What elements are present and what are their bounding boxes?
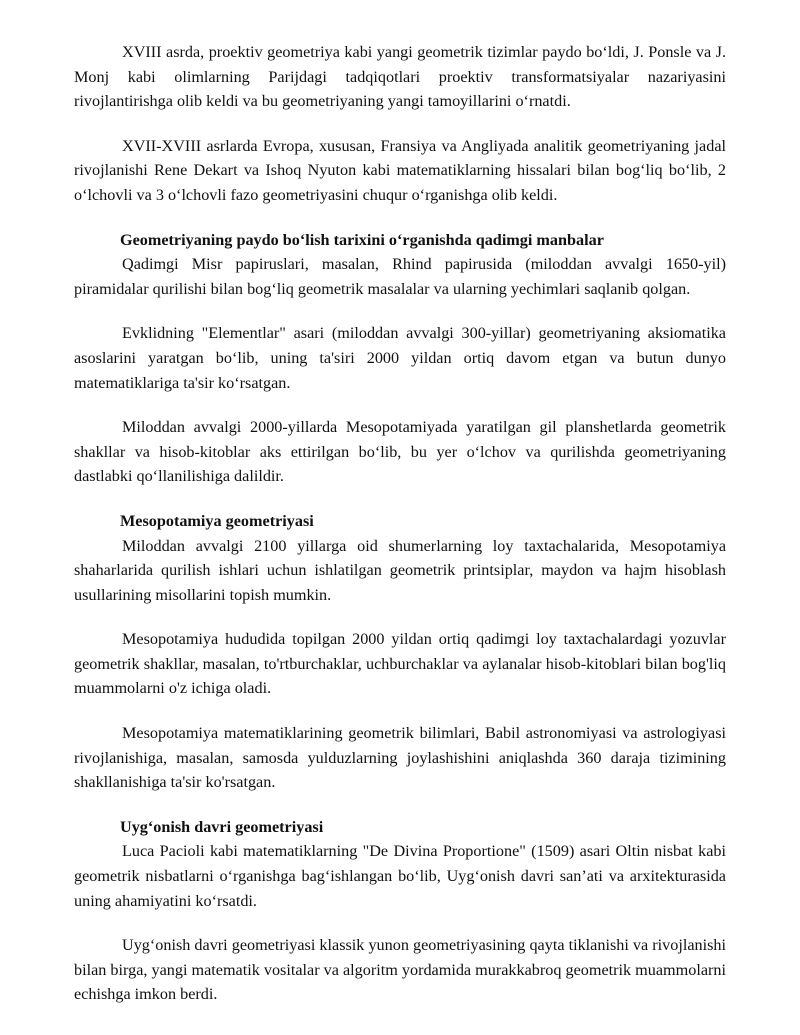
paragraph-renaissance-geometry: Uyg‘onish davri geometriyasi klassik yunon geometriyasining qayta tiklanishi va rivojlanishi bilan birga, yangi matematik vositalar va algoritm yordamida murakkabroq geometrik muammolarni echishga imkon berdi.: [74, 936, 726, 1004]
paragraph-rhind-papyrus: Qadimgi Misr papiruslari, masalan, Rhind papirusida (miloddan avvalgi 1650-yil) piramidalar qurilishi bilan bog‘liq geometrik masalalar va ularning yechimlari saqlanib qolgan.: [74, 255, 726, 298]
paragraph-euclid-elements: Evklidning "Elementlar" asari (miloddan avvalgi 300-yillar) geometriyaning aksiomatika asoslarini yaratgan bo‘lib, uning ta'siri 2000 yildan ortiq davom etgan va butun dunyo matematiklariga ta'sir ko‘rsatgan.: [74, 324, 726, 392]
heading-renaissance: Uyg‘onish davri geometriyasi: [120, 817, 324, 836]
paragraph-projective-geometry: XVIII asrda, proektiv geometriya kabi yangi geometrik tizimlar paydo bo‘ldi, J. Ponsle va J. Monj kabi olimlarning Parijdagi tadqiqotlari proektiv transformatsiyalar nazariyasini rivojlantirishga olib keldi va bu geometriyaning yangi tamoyillarini o‘rnatdi.: [74, 43, 726, 111]
paragraph-babylonian-astronomy: Mesopotamiya matematiklarining geometrik bilimlari, Babil astronomiyasi va astrologiyasi rivojlanishiga, masalan, samosda yulduzlarning joylashishini aniqlashda 360 daraja tizimining shakllanishiga ta'sir ko'rsatgan.: [74, 724, 726, 792]
paragraph-pacioli: Luca Pacioli kabi matematiklarning "De Divina Proportione" (1509) asari Oltin nisbat kabi geometrik nisbatlarni o‘rganishga bag‘ishlangan bo‘lib, Uyg‘onish davri san’ati va arxitekturasida uning ahamiyatini ko‘rsatdi.: [74, 842, 726, 910]
paragraph-clay-tablets: Miloddan avvalgi 2000-yillarda Mesopotamiyada yaratilgan gil planshetlarda geometrik shakllar va hisob-kitoblar aks ettirilgan bo‘lib, bu yer o‘lchov va qurilishda geometriyaning dastlabki qo‘llanilishiga dalildir.: [74, 418, 726, 486]
paragraph-mesopotamia-inscriptions: Mesopotamiya hududida topilgan 2000 yildan ortiq qadimgi loy taxtachalardagi yozuvlar geometrik shakllar, masalan, to'rtburchaklar, uchburchaklar va aylanalar hisob-kitoblari bilan bog'liq muammolarni o'z ichiga oladi.: [74, 630, 726, 698]
heading-ancient-sources: Geometriyaning paydo bo‘lish tarixini o‘rganishda qadimgi manbalar: [120, 230, 604, 249]
heading-mesopotamia: Mesopotamiya geometriyasi: [120, 511, 314, 530]
paragraph-analytic-geometry: XVII-XVIII asrlarda Evropa, xususan, Fransiya va Angliyada analitik geometriyaning jadal rivojlanishi Rene Dekart va Ishoq Nyuton kabi matematiklarning hissalari bilan bog‘liq bo‘lib, 2 o‘lchovli va 3 o‘lchovli fazo geometriyasini chuqur o‘rganishga olib keldi.: [74, 136, 726, 204]
paragraph-sumerian-tablets: Miloddan avvalgi 2100 yillarga oid shumerlarning loy taxtachalarida, Mesopotamiya shaharlarida qurilish ishlari uchun ishlatilgan geometrik printsiplar, maydon va hajm hisoblash usullarining misollarini topish mumkin.: [74, 536, 726, 604]
